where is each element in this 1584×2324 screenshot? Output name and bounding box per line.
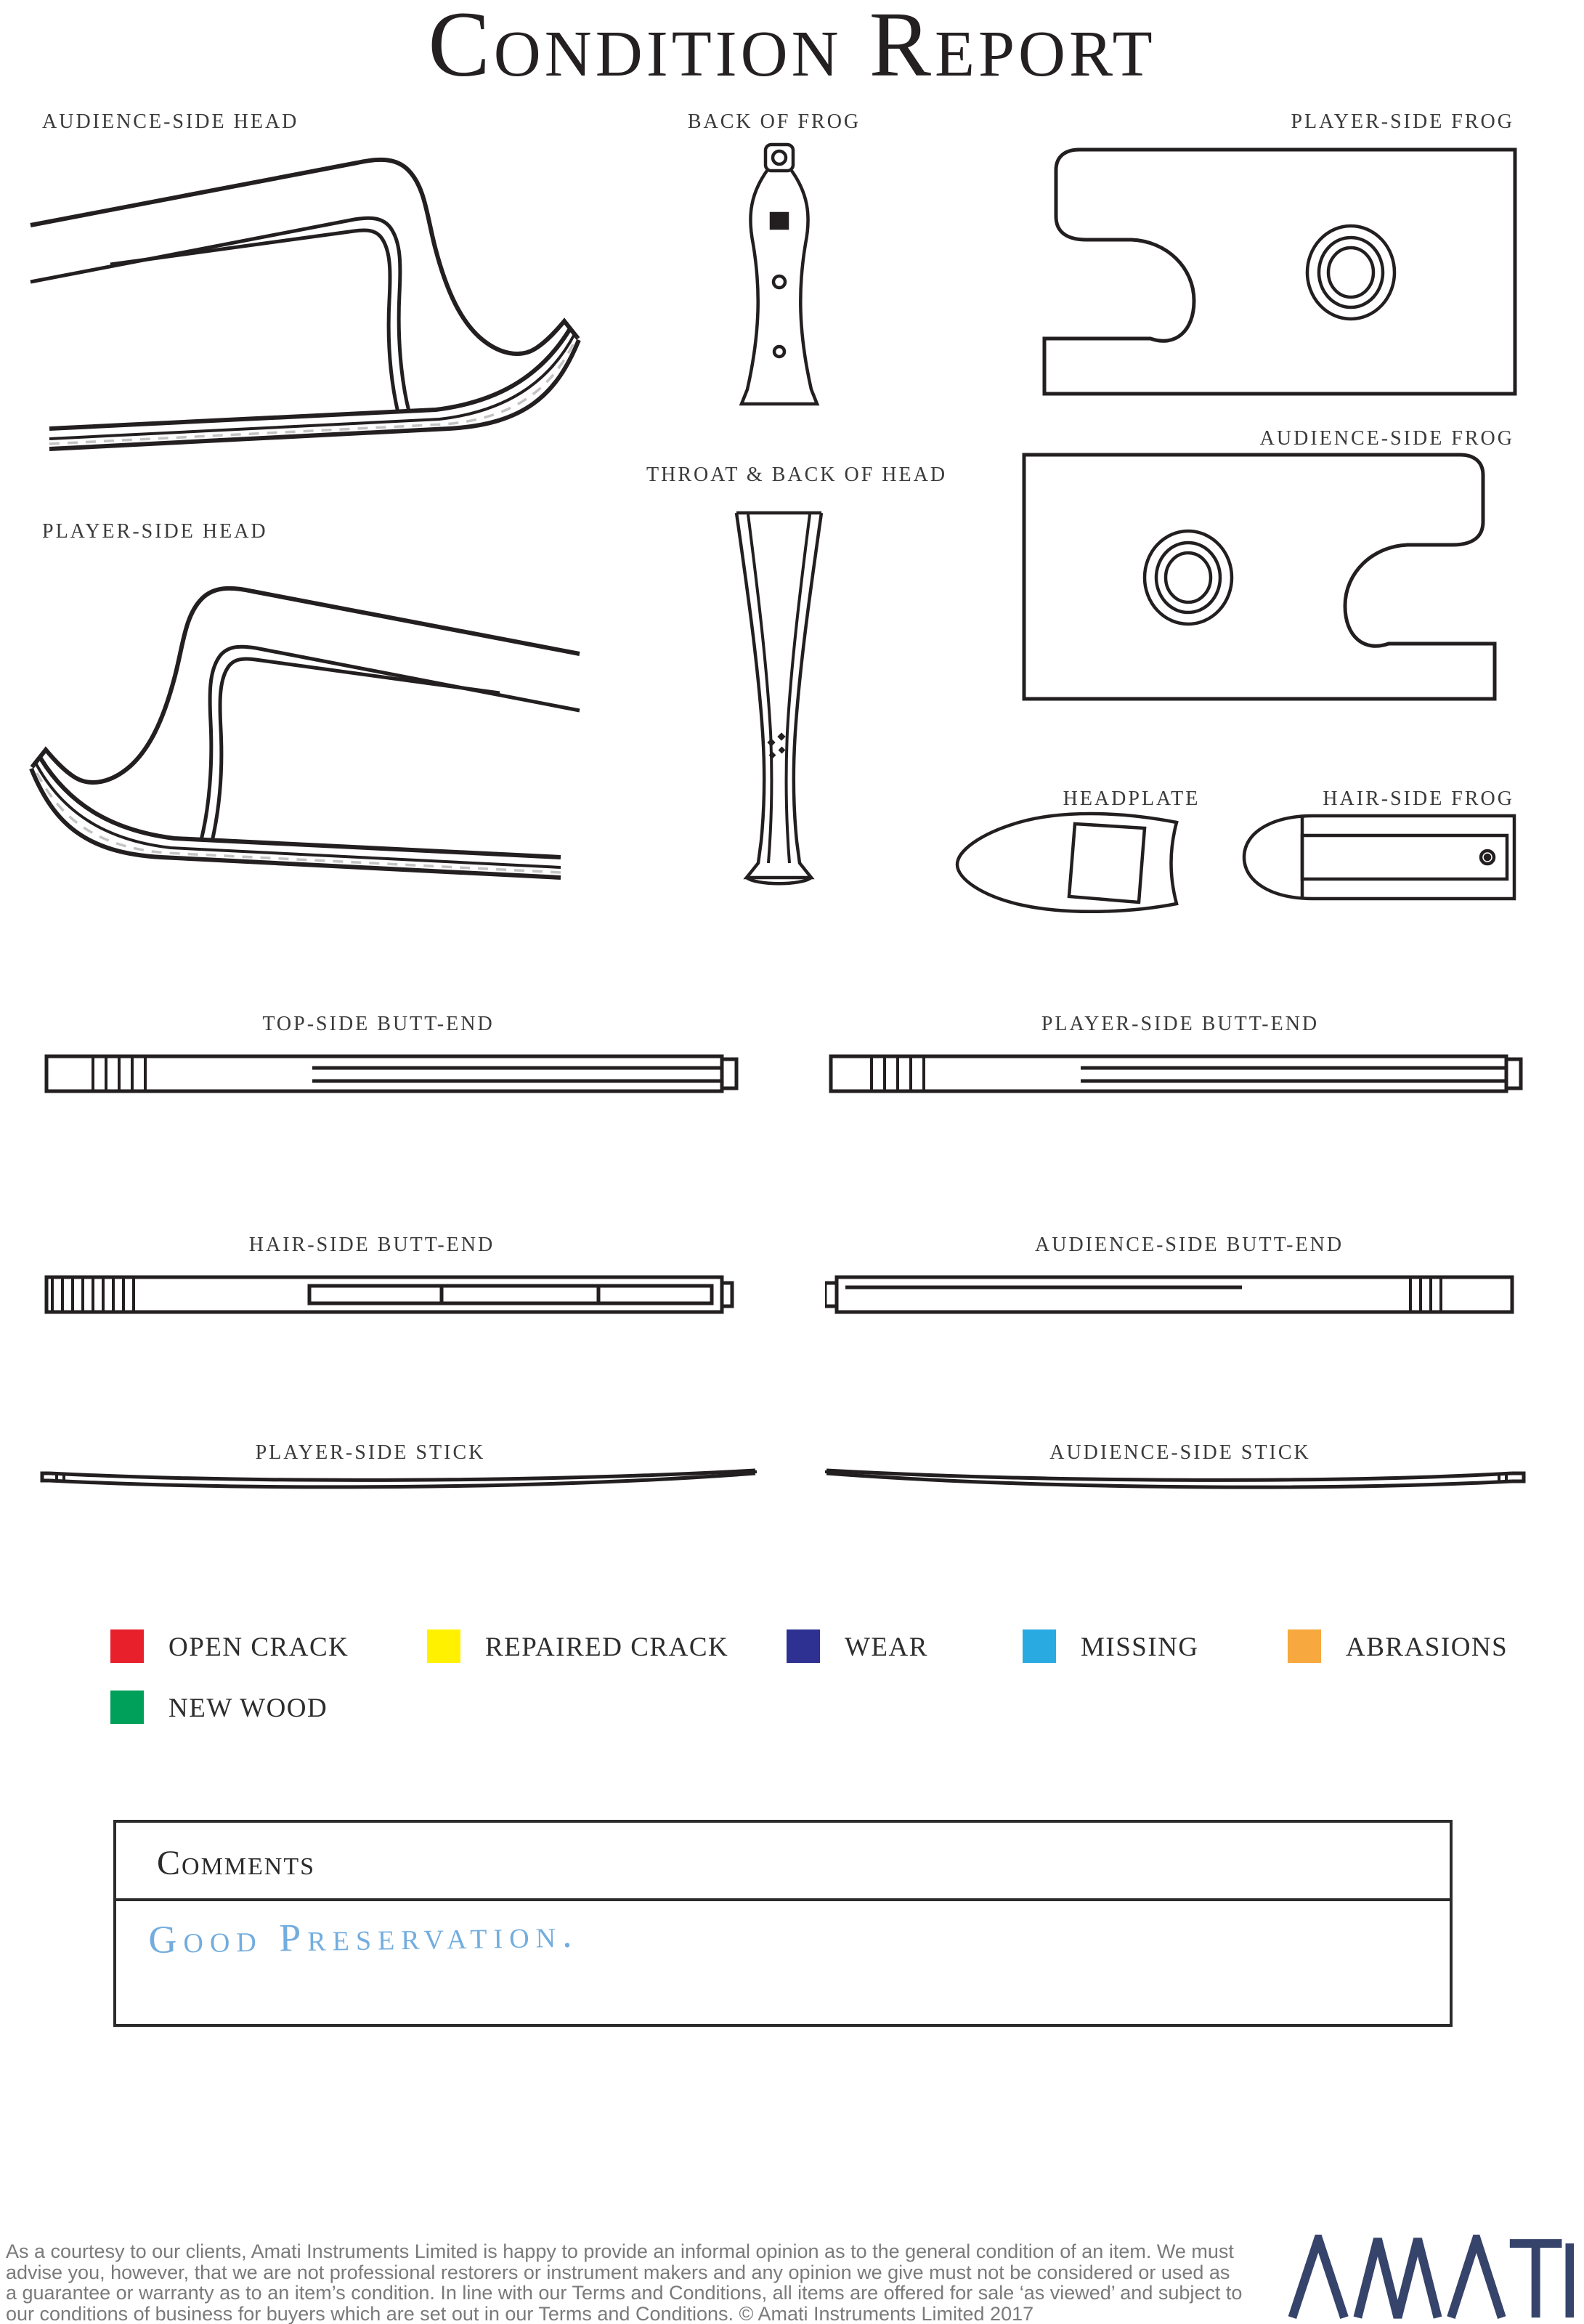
label-throat-back-of-head: THROAT & BACK OF HEAD bbox=[646, 463, 948, 486]
player-side-frog-diagram bbox=[1023, 145, 1518, 398]
audience-side-butt-end-diagram bbox=[825, 1270, 1526, 1316]
disclaimer-line: As a courtesy to our clients, Amati Instruments Limited is happy to provide an informal opinion as to the general condition of an item. We must bbox=[6, 2240, 1234, 2262]
label-audience-side-frog: AUDIENCE-SIDE FROG bbox=[1259, 427, 1514, 450]
hair-side-butt-end-diagram bbox=[41, 1270, 742, 1316]
label-player-side-stick: PLAYER-SIDE STICK bbox=[255, 1441, 486, 1464]
hair-side-frog-diagram bbox=[1230, 812, 1517, 904]
disclaimer-line: a guarantee or warranty as to an item’s condition. In line with our Terms and Conditions, all items are offered for sale ‘as viewed’ and subject to bbox=[6, 2282, 1243, 2304]
label-hair-side-frog: HAIR-SIDE FROG bbox=[1323, 788, 1514, 810]
label-audience-side-head: AUDIENCE-SIDE HEAD bbox=[42, 110, 299, 133]
player-side-butt-end-diagram bbox=[825, 1049, 1526, 1096]
disclaimer-text bbox=[6, 2240, 1243, 2324]
legend-label-abrasions: ABRASIONS bbox=[1346, 1632, 1508, 1662]
disclaimer-line: our conditions of business for buyers which are set out in our Terms and Conditions. © Amati Instruments Limited 2017 bbox=[6, 2302, 1034, 2324]
legend-swatch-repaired-crack bbox=[427, 1629, 460, 1663]
back-of-frog-diagram bbox=[728, 142, 831, 410]
label-player-side-head: PLAYER-SIDE HEAD bbox=[42, 520, 268, 543]
label-audience-side-butt-end: AUDIENCE-SIDE BUTT-END bbox=[1035, 1234, 1344, 1256]
handwritten-comment: Good Preservation. bbox=[148, 1911, 579, 1961]
label-top-side-butt-end: TOP-SIDE BUTT-END bbox=[262, 1013, 495, 1035]
legend-label-repaired-crack: REPAIRED CRACK bbox=[485, 1632, 729, 1662]
legend-label-wear: WEAR bbox=[845, 1632, 928, 1662]
top-side-butt-end-diagram bbox=[41, 1049, 742, 1096]
player-side-head-diagram bbox=[29, 568, 581, 882]
headplate-diagram bbox=[950, 808, 1184, 918]
amati-logo-icon bbox=[1287, 2235, 1574, 2320]
label-back-of-frog: BACK OF FROG bbox=[687, 110, 861, 133]
label-hair-side-butt-end: HAIR-SIDE BUTT-END bbox=[248, 1234, 495, 1256]
legend-label-open-crack: OPEN CRACK bbox=[168, 1632, 349, 1662]
audience-side-head-diagram bbox=[29, 139, 581, 453]
disclaimer-line: advise you, however, that we are not professional restorers or instrument makers and any opinion we give must not be considered or used as bbox=[6, 2261, 1230, 2283]
legend-swatch-new-wood bbox=[110, 1691, 144, 1724]
page-title: Condition Report bbox=[428, 0, 1156, 96]
legend-swatch-wear bbox=[787, 1629, 820, 1663]
comments-input-area[interactable] bbox=[116, 1911, 1450, 2041]
label-audience-side-stick: AUDIENCE-SIDE STICK bbox=[1049, 1441, 1311, 1464]
label-player-side-frog: PLAYER-SIDE FROG bbox=[1291, 110, 1514, 133]
label-player-side-butt-end: PLAYER-SIDE BUTT-END bbox=[1041, 1013, 1320, 1035]
legend-swatch-abrasions bbox=[1288, 1629, 1321, 1663]
throat-back-of-head-diagram bbox=[726, 507, 832, 888]
legend-label-missing: MISSING bbox=[1081, 1632, 1199, 1662]
comments-header: Comments bbox=[116, 1823, 1450, 1901]
legend-swatch-missing bbox=[1023, 1629, 1056, 1663]
legend-swatch-open-crack bbox=[110, 1629, 144, 1663]
amati-logo bbox=[1287, 2235, 1574, 2324]
comments-box bbox=[113, 1820, 1453, 2027]
audience-side-frog-diagram bbox=[1021, 450, 1516, 703]
label-headplate: HEADPLATE bbox=[1063, 788, 1201, 810]
legend-label-new-wood: NEW WOOD bbox=[168, 1693, 328, 1723]
